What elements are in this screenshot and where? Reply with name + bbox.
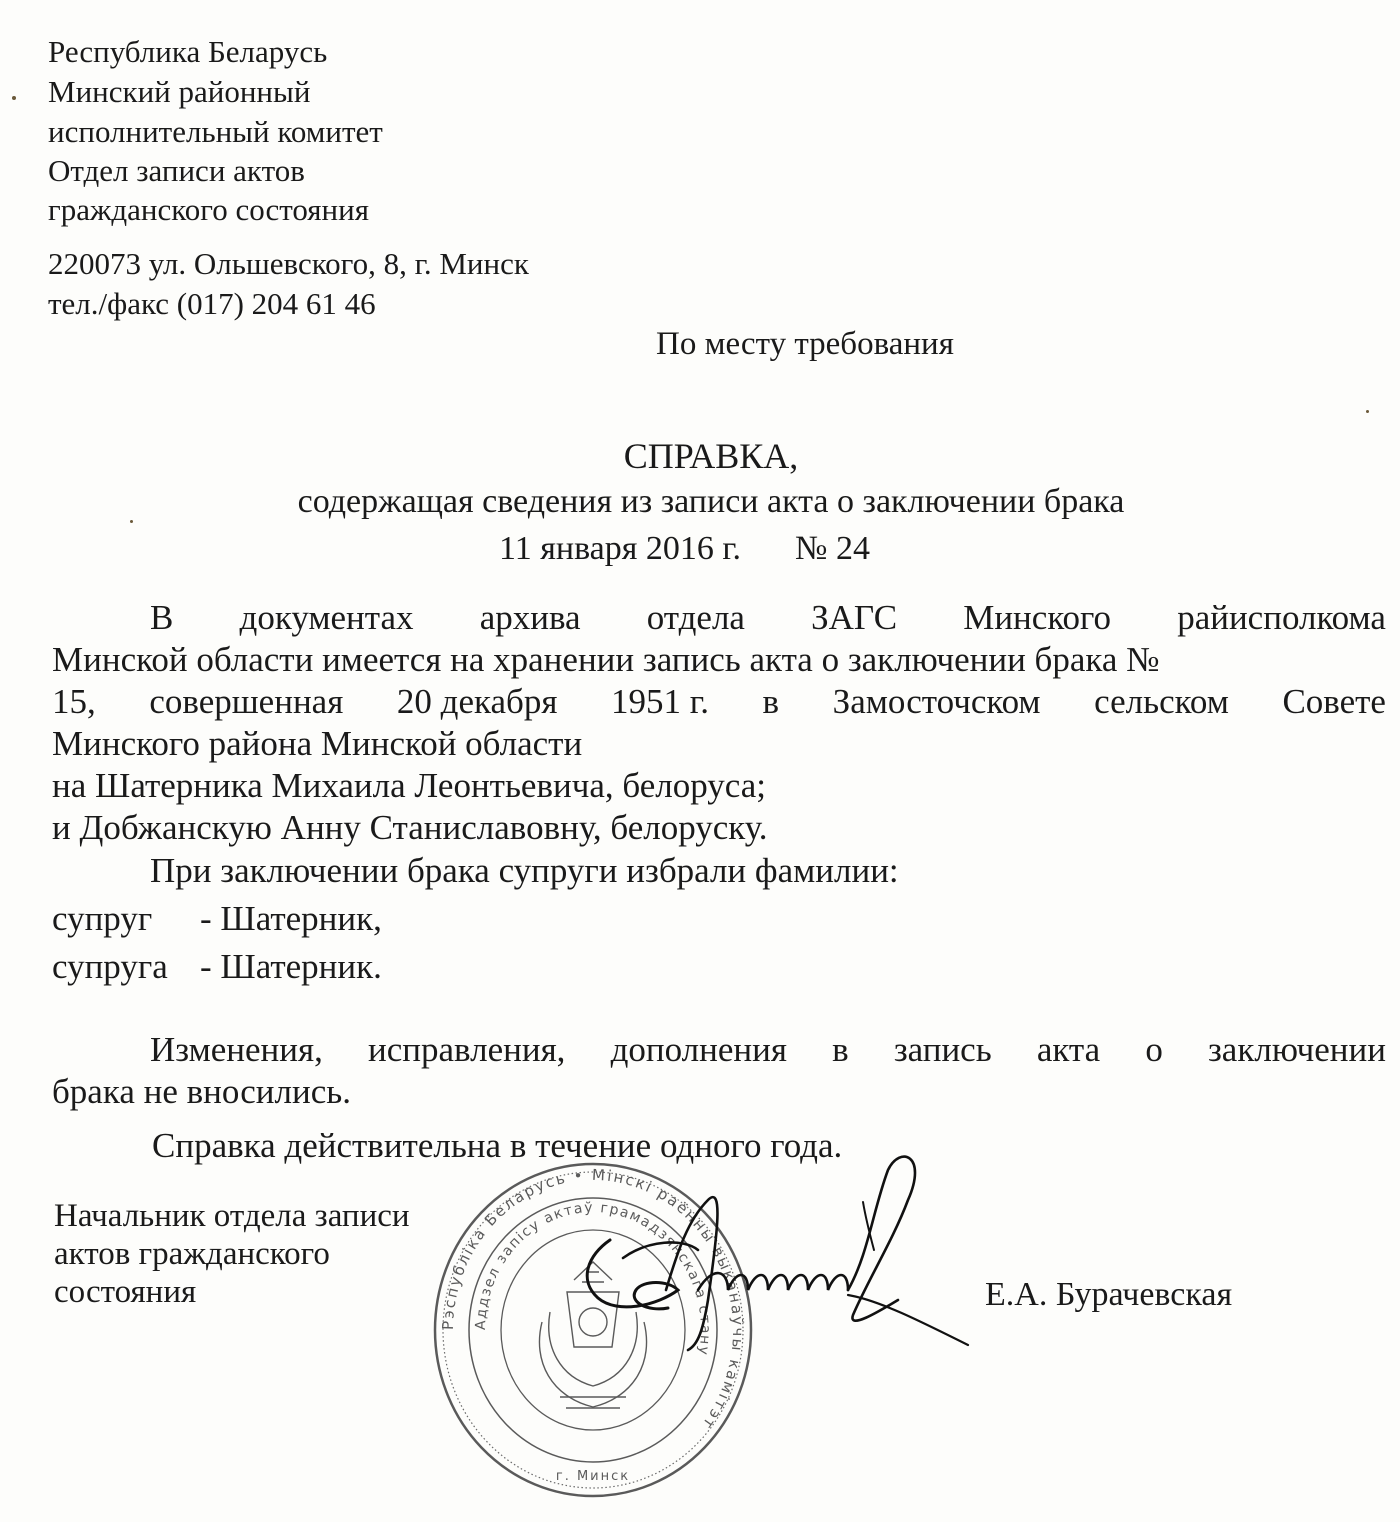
word: исправления, [368, 1030, 566, 1069]
word: запись [893, 1030, 992, 1069]
handwritten-signature [548, 1140, 988, 1360]
addressee: По месту требования [656, 326, 954, 362]
word: Минского [963, 598, 1112, 637]
word: В [150, 598, 174, 637]
document-title: СПРАВКА, [623, 436, 799, 476]
paragraph-1-line-2: Минской области имеется на хранении запись акта о заключении брака № [52, 640, 1160, 679]
word: о [1145, 1030, 1163, 1069]
scan-speck [130, 520, 133, 523]
word: дополнения [610, 1030, 787, 1069]
paragraph-1-line-1 [150, 600, 1386, 635]
groom-line: на Шатерника Михаила Леонтьевича, белоруса; [52, 766, 766, 805]
word: Совете [1282, 682, 1386, 721]
word: в [832, 1030, 849, 1069]
word: 20 декабря [396, 682, 558, 721]
word: заключении [1207, 1030, 1386, 1069]
stamp-outer-text: Рэспубліка Беларусь • Мінскі раённы выканаўчы камітэт [438, 1165, 748, 1434]
word: совершенная [149, 682, 344, 721]
header-authority-line2: исполнительный комитет [48, 114, 383, 149]
word: сельском [1094, 682, 1229, 721]
position-line-1: Начальник отдела записи [54, 1198, 410, 1234]
stamp-inner-text: Аддзел запісу актаў грамадзянскага стану [472, 1199, 714, 1358]
bride-line: и Добжанскую Анну Станиславовну, белоруску. [52, 808, 768, 847]
husband-label: супруг [52, 899, 153, 938]
header-authority-line1: Минский районный [48, 74, 311, 109]
word: 1951 г. [611, 682, 709, 721]
position-line-2: актов гражданского [54, 1236, 330, 1272]
changes-line-1 [150, 1032, 1386, 1067]
signer-name: Е.А. Бурачевская [985, 1276, 1233, 1313]
scan-speck [12, 96, 16, 100]
position-line-3: состояния [54, 1274, 197, 1310]
surnames-intro: При заключении брака супруги избрали фамилии: [150, 851, 899, 890]
word: райисполкома [1177, 598, 1386, 637]
header-department-line2: гражданского состояния [48, 192, 369, 227]
document-number: № 24 [795, 530, 870, 567]
word: документах [239, 598, 414, 637]
word: в [762, 682, 780, 721]
header-phone: тел./факс (017) 204 61 46 [48, 286, 376, 321]
word: акта [1036, 1030, 1101, 1069]
husband-surname: - Шатерник, [200, 899, 382, 938]
paragraph-1-line-3 [52, 684, 1386, 719]
document-subtitle: содержащая сведения из записи акта о заключении брака [297, 483, 1125, 520]
header-department-line1: Отдел записи актов [48, 153, 305, 188]
changes-line-2: брака не вносились. [52, 1072, 351, 1111]
word: 15, [52, 682, 96, 721]
word: Изменения, [150, 1030, 323, 1069]
wife-surname: - Шатерник. [200, 947, 382, 986]
word: архива [479, 598, 581, 637]
paragraph-1-line-4: Минского района Минской области [52, 724, 583, 763]
word: ЗАГС [811, 598, 898, 637]
validity-statement: Справка действительна в течение одного года. [152, 1126, 843, 1165]
word: отдела [646, 598, 745, 637]
word: Замосточском [832, 682, 1041, 721]
scan-speck [1366, 410, 1369, 413]
header-address: 220073 ул. Ольшевского, 8, г. Минск [48, 246, 529, 281]
document-date: 11 января 2016 г. [499, 530, 742, 567]
wife-label: супруга [52, 947, 168, 986]
stamp-bottom-text: г. Минск [555, 1469, 631, 1484]
header-country: Республика Беларусь [48, 34, 328, 69]
